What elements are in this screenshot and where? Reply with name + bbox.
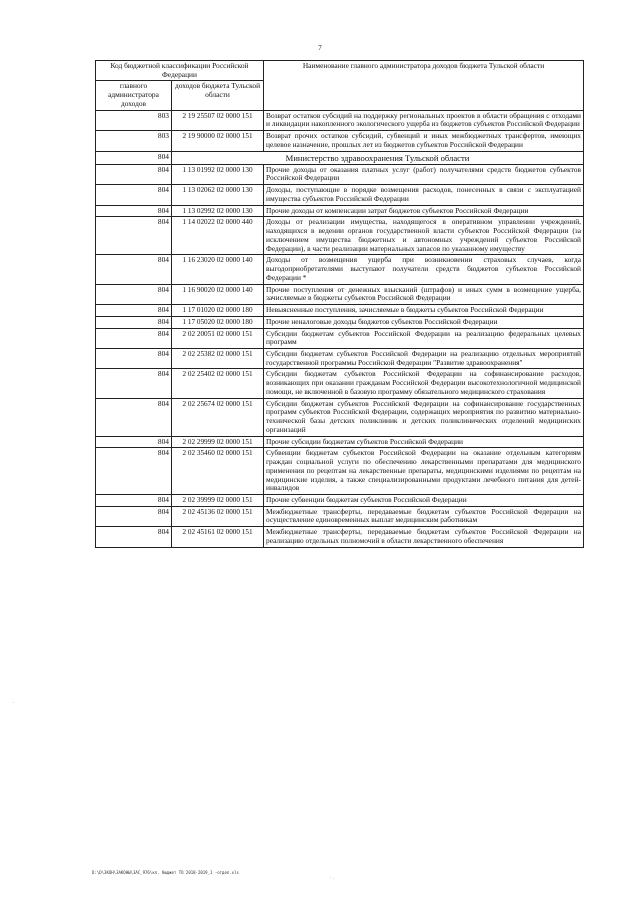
income-name-cell: Прочие доходы от оказания платных услуг (работ) получателями средств бюджетов субъектов Российской Федерации	[264, 164, 584, 184]
section-title-cell: Министерство здравоохранения Тульской области	[172, 151, 584, 164]
admin-code-cell: 803	[96, 131, 172, 151]
budget-classification-table	[95, 60, 584, 548]
table-row	[96, 164, 584, 184]
income-code-cell: 1 13 01992 02 0000 130	[172, 164, 264, 184]
table-row	[96, 284, 584, 304]
income-code-cell: 1 16 23020 02 0000 140	[172, 255, 264, 284]
admin-code-cell: 804	[96, 494, 172, 506]
income-name-cell: Прочие неналоговые доходы бюджетов субъектов Российской Федерации	[264, 316, 584, 328]
income-name-cell: Возврат прочих остатков субсидий, субвенций и иных межбюджетных трансфертов, имеющих целевое назначение, прошлых лет из бюджетов субъектов Российской Федерации	[264, 131, 584, 151]
file-path-footer: D:\D\ЗКОН\ЗАКОНЫ\ЗАС_976\кл. бюджет ТО 2018-2019_1 -отдел.xls	[92, 870, 239, 875]
admin-code-cell: 803	[96, 110, 172, 130]
admin-code-cell: 804	[96, 255, 172, 284]
admin-code-cell: 804	[96, 217, 172, 255]
admin-code-cell: 804	[96, 328, 172, 348]
table-row	[96, 255, 584, 284]
income-code-cell: 2 02 45161 02 0000 151	[172, 527, 264, 547]
code-group-header: Код бюджетной классификации Российской Федерации	[96, 61, 264, 81]
admin-code-cell: 804	[96, 369, 172, 398]
page-number: 7	[318, 44, 322, 52]
income-name-cell: Субсидии бюджетам субъектов Российской Федерации на софинансирование государственных программ субъектов Российской Федерации, содержащих мероприятия по развитию материально-технической базы детских поликлиник и детских поликлинических отделений медицинских организаций	[264, 398, 584, 436]
income-name-cell: Субсидии бюджетам субъектов Российской Федерации на реализацию федеральных целевых программ	[264, 328, 584, 348]
table-row	[96, 131, 584, 151]
table-row	[96, 506, 584, 526]
table-row	[96, 316, 584, 328]
income-name-cell: Возврат остатков субсидий на поддержку региональных проектов в области обращения с отходами и ликвидации накопленного экологического ущерба из бюджетов субъектов Российской Федерации	[264, 110, 584, 130]
income-name-cell: Субсидии бюджетам субъектов Российской Федерации на реализацию отдельных мероприятий государственной программы Российской Федерации "Развитие здравоохранения"	[264, 348, 584, 368]
table-row	[96, 328, 584, 348]
admin-code-cell: 804	[96, 448, 172, 495]
income-name-cell: Доходы от возмещения ущерба при возникновении страховых случаев, когда выгодоприобретателями выступают получатели средств бюджетов субъектов Российской Федерации *	[264, 255, 584, 284]
admin-code-cell: 804	[96, 151, 172, 164]
income-code-cell: 1 13 02992 02 0000 130	[172, 205, 264, 217]
admin-column-header: главного администратора доходов	[96, 81, 172, 110]
scan-mark: · .	[330, 876, 335, 881]
income-code-cell: 2 19 90000 02 0000 151	[172, 131, 264, 151]
income-code-cell: 2 19 25507 02 0000 151	[172, 110, 264, 130]
table-body	[96, 110, 584, 547]
table-row	[96, 305, 584, 317]
income-code-cell: 1 17 05020 02 0000 180	[172, 316, 264, 328]
income-name-cell: Субсидии бюджетам субъектов Российской Федерации на софинансирование расходов, возникающих при оказании гражданам Российской Федерации высокотехнологичной медицинской помощи, не включенной в базовую программу обязательного медицинского страхования	[264, 369, 584, 398]
income-code-cell: 2 02 35460 02 0000 151	[172, 448, 264, 495]
table-row	[96, 436, 584, 448]
section-row	[96, 151, 584, 164]
income-name-cell: Субвенции бюджетам субъектов Российской Федерации на оказание отдельным категориям граждан социальной услуги по обеспечению лекарственными препаратами для медицинского применения по рецептам на лекарственные препараты, медицинскими изделиями по рецептам на медицинские изделия, а также специализированными продуктами лечебного питания для детей-инвалидов	[264, 448, 584, 495]
table-row	[96, 369, 584, 398]
admin-code-cell: 804	[96, 205, 172, 217]
admin-code-cell: 804	[96, 348, 172, 368]
income-column-header: доходов бюджета Тульской области	[172, 81, 264, 110]
income-name-cell: Прочие субсидии бюджетам субъектов Российской Федерации	[264, 436, 584, 448]
income-name-cell: Прочие субвенции бюджетам субъектов Российской Федерации	[264, 494, 584, 506]
income-code-cell: 1 13 02062 02 0000 130	[172, 185, 264, 205]
income-code-cell: 2 02 25674 02 0000 151	[172, 398, 264, 436]
admin-code-cell: 804	[96, 506, 172, 526]
income-code-cell: 2 02 29999 02 0000 151	[172, 436, 264, 448]
table-row	[96, 110, 584, 130]
name-column-header: Наименование главного администратора доходов бюджета Тульской области	[264, 61, 584, 111]
income-code-cell: 2 02 25382 02 0000 151	[172, 348, 264, 368]
table-row	[96, 527, 584, 547]
admin-code-cell: 804	[96, 398, 172, 436]
income-code-cell: 1 14 02022 02 0000 440	[172, 217, 264, 255]
income-code-cell: 1 17 01020 02 0000 180	[172, 305, 264, 317]
admin-code-cell: 804	[96, 164, 172, 184]
income-code-cell: 2 02 39999 02 0000 151	[172, 494, 264, 506]
income-name-cell: Прочие поступления от денежных взысканий (штрафов) и иных сумм в возмещение ущерба, зачисляемые в бюджеты субъектов Российской Федерации	[264, 284, 584, 304]
admin-code-cell: 804	[96, 305, 172, 317]
table-row	[96, 205, 584, 217]
income-code-cell: 2 02 25402 02 0000 151	[172, 369, 264, 398]
admin-code-cell: 804	[96, 284, 172, 304]
table-row	[96, 217, 584, 255]
table-row	[96, 448, 584, 495]
income-name-cell: Межбюджетные трансферты, передаваемые бюджетам субъектов Российской Федерации на осуществление единовременных выплат медицинским работникам	[264, 506, 584, 526]
income-name-cell: Доходы от реализации имущества, находящегося в оперативном управлении учреждений, находящихся в ведении органов государственной власти субъектов Российской Федерации (за исключением имущества бюджетных и автономных учреждений субъектов Российской Федерации), в части реализации материальных запасов по указанному имуществу	[264, 217, 584, 255]
table-row	[96, 185, 584, 205]
admin-code-cell: 804	[96, 185, 172, 205]
income-code-cell: 2 02 45136 02 0000 151	[172, 506, 264, 526]
income-name-cell: Межбюджетные трансферты, передаваемые бюджетам субъектов Российской Федерации на реализацию отдельных полномочий в области лекарственного обеспечения	[264, 527, 584, 547]
income-name-cell: Прочие доходы от компенсации затрат бюджетов субъектов Российской Федерации	[264, 205, 584, 217]
income-code-cell: 1 16 90020 02 0000 140	[172, 284, 264, 304]
table-row	[96, 348, 584, 368]
table-row	[96, 398, 584, 436]
income-code-cell: 2 02 20051 02 0000 151	[172, 328, 264, 348]
admin-code-cell: 804	[96, 527, 172, 547]
scan-mark: .	[13, 700, 15, 705]
income-name-cell: Доходы, поступающие в порядке возмещения расходов, понесенных в связи с эксплуатацией имущества субъектов Российской Федерации	[264, 185, 584, 205]
admin-code-cell: 804	[96, 436, 172, 448]
income-name-cell: Невыясненные поступления, зачисляемые в бюджеты субъектов Российской Федерации	[264, 305, 584, 317]
table-row	[96, 494, 584, 506]
admin-code-cell: 804	[96, 316, 172, 328]
